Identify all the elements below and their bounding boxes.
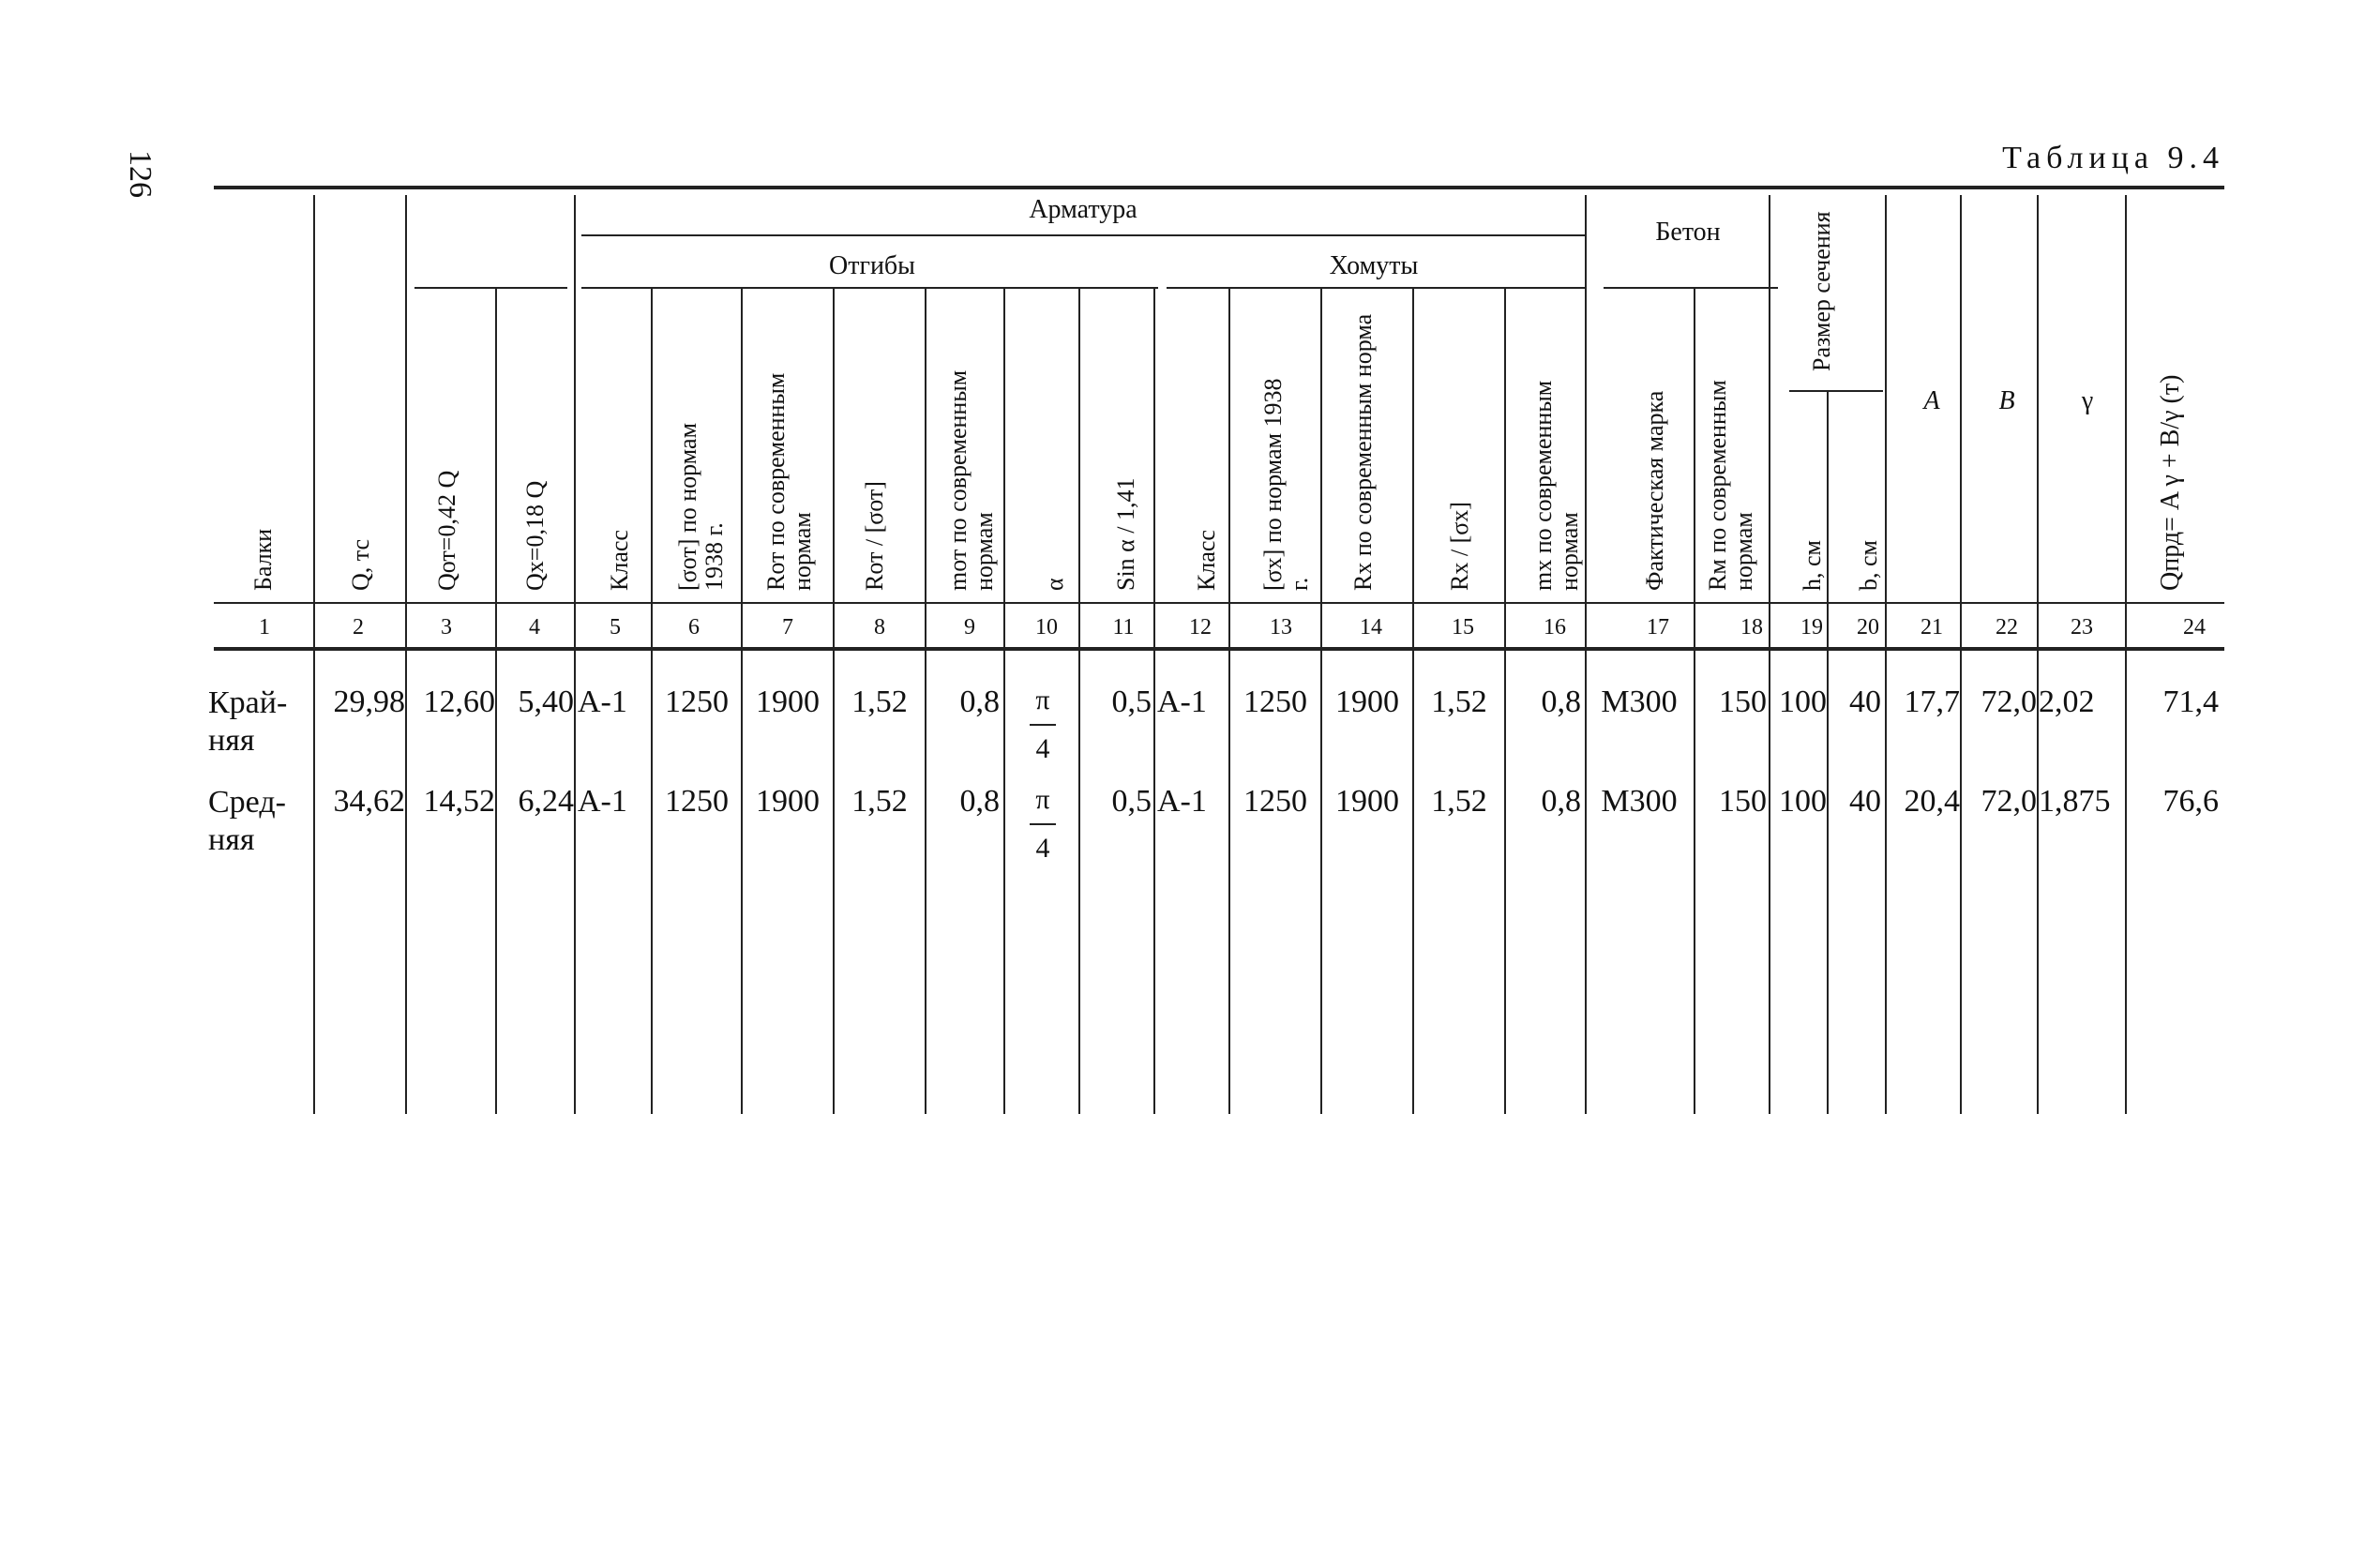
col-header-11: Sin α / 1,41 [1112,477,1139,591]
row-name-krainyaya: Край- няя [208,685,288,758]
col-header-24: Qпрд= A γ + B/γ (т) [2156,374,2185,591]
page-number: 126 [123,150,158,198]
cell-r1-c19: 100 [1779,685,1827,719]
col-num-9: 9 [964,615,975,640]
col-num-10: 10 [1035,615,1058,640]
cell-r1-c12: А-1 [1157,685,1207,719]
cell-r2-c11: 0,5 [1111,784,1152,819]
cell-r1-c23: 2,02 [2039,685,2095,719]
cell-r2-c17: М300 [1601,784,1678,819]
vline [2125,195,2127,1114]
fraction-numerator: π [1035,685,1050,715]
col-num-23: 23 [2071,615,2093,640]
col-num-7: 7 [782,615,793,640]
group-beton: Бетон [1655,218,1721,247]
cell-r2-c14: 1900 [1335,784,1399,819]
cell-r1-c7: 1900 [756,685,820,719]
group-otgiby: Отгибы [829,251,915,280]
cell-r2-c4: 6,24 [518,784,574,819]
col-num-3: 3 [441,615,452,640]
col-header-2: Q, тс [347,539,374,591]
fraction-denominator: 4 [1035,833,1050,864]
col-header-16: mx по современным нормам [1529,380,1583,591]
col-num-13: 13 [1270,615,1292,640]
vline [1153,289,1155,1114]
fraction-numerator: π [1035,784,1050,815]
col-header-20: b, см [1855,540,1882,591]
col-header-7: Rот по современным нормам [762,372,816,591]
col-num-8: 8 [874,615,885,640]
col-num-14: 14 [1360,615,1382,640]
cell-r1-c15: 1,52 [1431,685,1487,719]
col-num-21: 21 [1921,615,1943,640]
cell-r1-c24: 71,4 [2162,685,2219,719]
cell-r2-c9: 0,8 [959,784,1000,819]
group-razmer-secheniya: Размер сечения [1808,211,1835,371]
cell-r2-c12: А-1 [1157,784,1207,819]
cell-r1-c22: 72,0 [1981,685,2037,719]
cell-r1-c17: М300 [1601,685,1678,719]
col-header-5: Класс [606,530,633,591]
col-num-4: 4 [529,615,540,640]
cell-r1-c3: 12,60 [423,685,495,719]
cell-r1-c18: 150 [1719,685,1767,719]
row-name-srednyaya: Сред- няя [208,785,286,857]
razmer-rule [1789,390,1883,392]
cell-r2-c8: 1,52 [851,784,908,819]
col-header-23: γ [2081,386,2094,415]
cell-r1-c9: 0,8 [959,685,1000,719]
col-header-8: Rот / [σот] [861,481,888,591]
col-header-22: B [1998,386,2015,415]
vline [1827,392,1829,1114]
col-num-15: 15 [1452,615,1474,640]
cell-r1-c21: 17,7 [1904,685,1960,719]
col-num-16: 16 [1544,615,1566,640]
cell-r1-c11: 0,5 [1111,685,1152,719]
cell-r2-c6: 1250 [665,784,729,819]
col-num-19: 19 [1800,615,1823,640]
beton-rule [1604,287,1778,289]
vline [1885,195,1887,1114]
col-header-1: Балки [249,528,277,591]
vline [1769,195,1770,1114]
cell-r2-c20: 40 [1849,784,1881,819]
col-num-12: 12 [1189,615,1212,640]
col-num-2: 2 [353,615,364,640]
group-armatura: Арматура [1029,195,1137,224]
cell-r1-c13: 1250 [1243,685,1307,719]
cell-r2-c21: 20,4 [1904,784,1960,819]
col-header-17: Фактическая марка [1641,390,1668,591]
vline [574,195,576,1114]
cell-r1-c16: 0,8 [1541,685,1581,719]
col-num-18: 18 [1740,615,1763,640]
fraction-bar [1030,823,1056,825]
vline [1960,195,1962,1114]
cell-r2-c15: 1,52 [1431,784,1487,819]
cell-r1-c6: 1250 [665,685,729,719]
cell-r1-c20: 40 [1849,685,1881,719]
col-num-20: 20 [1857,615,1879,640]
col-header-19: h, см [1799,540,1826,591]
vline [405,195,407,1114]
cell-r2-c2: 34,62 [333,784,405,819]
colnum-bottom-rule [214,647,2224,651]
cell-r2-c16: 0,8 [1541,784,1581,819]
col-num-22: 22 [1996,615,2018,640]
col-header-10: α [1041,578,1068,591]
col-header-3: Qот=0,42 Q [433,470,460,591]
col-header-15: Rx / [σx] [1446,502,1473,591]
col-header-18: Rм по современным нормам [1704,380,1757,591]
cell-r1-c10-fraction [1024,685,1062,765]
vline [1585,195,1587,1114]
cell-r1-c5: А-1 [578,685,627,719]
cell-r2-c22: 72,0 [1981,784,2037,819]
col-num-11: 11 [1112,615,1135,640]
vline [2037,195,2039,1114]
col-num-5: 5 [610,615,621,640]
col-header-21: A [1923,386,1940,415]
cell-r1-c8: 1,52 [851,685,908,719]
cell-r1-c2: 29,98 [333,685,405,719]
table-title: Таблица 9.4 [2002,141,2224,175]
col-header-9: mот по современным нормам [944,369,998,591]
col-header-14: Rx по современным норма [1349,313,1377,591]
cell-r2-c19: 100 [1779,784,1827,819]
fraction-denominator: 4 [1035,733,1050,764]
cell-r1-c4: 5,40 [518,685,574,719]
q-split-rule [414,287,567,289]
col-header-4: Qx=0,18 Q [521,480,549,591]
cell-r2-c18: 150 [1719,784,1767,819]
cell-r2-c3: 14,52 [423,784,495,819]
cell-r2-c13: 1250 [1243,784,1307,819]
vline [313,195,315,1114]
col-num-1: 1 [259,615,270,640]
fraction-bar [1030,724,1056,726]
col-header-12: Класс [1193,530,1220,591]
colnum-top-rule [214,602,2224,604]
cell-r2-c23: 1,875 [2039,784,2111,819]
cell-r2-c7: 1900 [756,784,820,819]
cell-r2-c5: А-1 [578,784,627,819]
group-homuty: Хомуты [1329,251,1419,280]
vline [1003,289,1005,1114]
otgiby-rule [581,287,1158,289]
cell-r2-c24: 76,6 [2162,784,2219,819]
col-num-6: 6 [688,615,700,640]
col-header-6: [σот] по нормам 1938 г. [674,422,728,591]
cell-r2-c10-fraction [1024,784,1062,865]
cell-r1-c14: 1900 [1335,685,1399,719]
col-header-13: [σx] по нормам 1938 г. [1259,378,1313,591]
table-top-rule [214,186,2224,189]
armatura-rule [581,234,1585,236]
col-num-24: 24 [2183,615,2206,640]
col-num-17: 17 [1647,615,1669,640]
